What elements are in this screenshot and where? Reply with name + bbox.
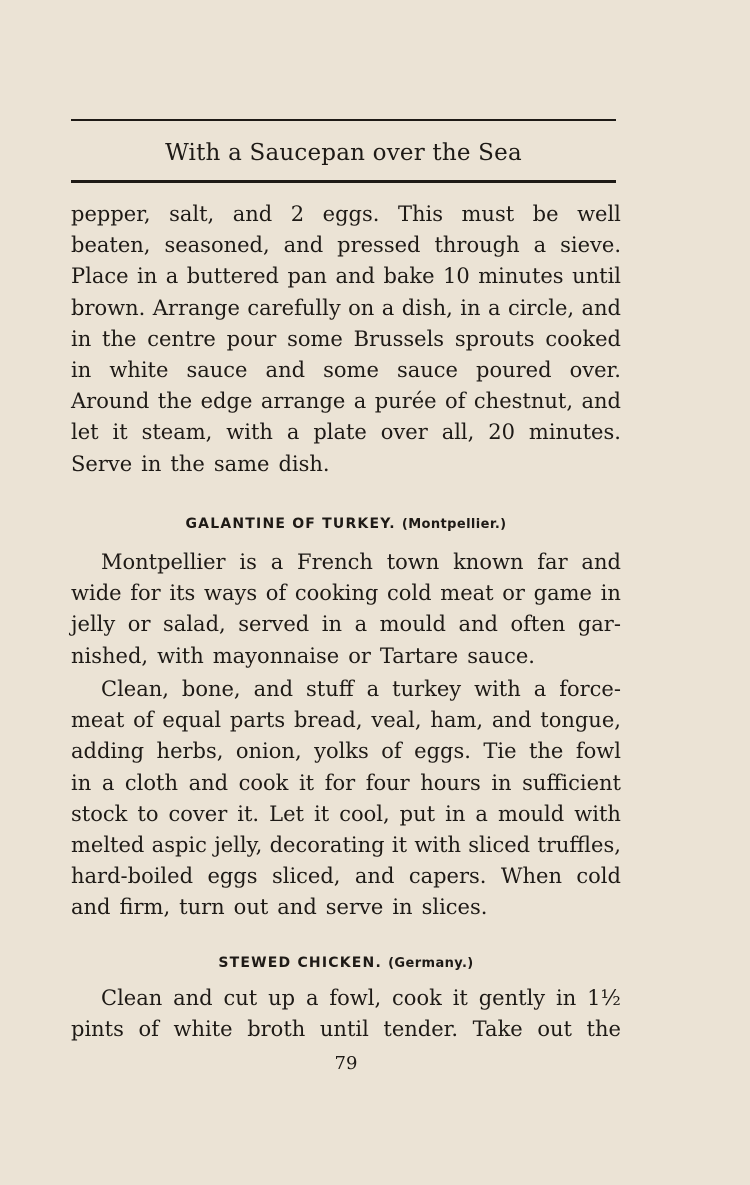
word: in xyxy=(491,770,512,795)
word: sprouts xyxy=(454,326,535,351)
text-line xyxy=(71,705,621,736)
word: far xyxy=(537,550,568,574)
word: fowl, xyxy=(329,986,382,1010)
word: it xyxy=(112,420,128,445)
word: mayonnaise xyxy=(212,643,340,668)
word: sauce xyxy=(186,358,248,383)
word: Clean, xyxy=(101,677,169,701)
word: in xyxy=(600,581,621,606)
word: with xyxy=(414,833,461,858)
word: Brussels xyxy=(353,326,445,351)
word: some xyxy=(323,358,379,383)
word: poured xyxy=(476,358,552,383)
word: over. xyxy=(569,358,621,383)
recipe-origin: (Montpellier.) xyxy=(401,517,507,532)
word: the xyxy=(102,326,137,351)
word: cloth xyxy=(124,770,178,795)
word: through xyxy=(434,233,520,258)
word: capers. xyxy=(408,864,487,889)
word: sieve. xyxy=(560,233,621,258)
text-line xyxy=(71,674,621,705)
word: cold xyxy=(576,864,621,889)
word: and xyxy=(581,550,621,574)
word: pepper, xyxy=(71,202,151,226)
word: pressed xyxy=(337,233,421,258)
word: bone, xyxy=(181,677,241,701)
word: white xyxy=(173,1017,233,1042)
word: a xyxy=(381,295,395,320)
word: it xyxy=(391,833,408,858)
word: and xyxy=(458,612,498,637)
word: buttered xyxy=(186,264,279,289)
word: its xyxy=(169,581,196,606)
word: a xyxy=(165,264,179,289)
text-line xyxy=(71,293,621,324)
word: hard-boiled xyxy=(71,864,194,889)
word: Tie xyxy=(483,739,517,764)
word: eggs. xyxy=(322,202,380,226)
word: eggs. xyxy=(414,739,471,764)
word: out xyxy=(233,895,269,920)
paragraph-stewed-chicken xyxy=(71,983,621,1045)
word: Arrange xyxy=(152,295,240,320)
word: and xyxy=(283,233,324,258)
word: cover xyxy=(168,801,228,826)
word: and xyxy=(335,264,375,289)
text-line xyxy=(71,799,621,830)
text-line xyxy=(71,547,621,578)
word: a xyxy=(487,295,501,320)
word: in xyxy=(445,801,466,826)
word: let xyxy=(71,420,99,445)
word: pour xyxy=(226,326,277,351)
word: for xyxy=(130,581,161,606)
word: Around xyxy=(71,389,150,414)
word: equal xyxy=(162,708,222,733)
word: and xyxy=(188,770,229,795)
word: until xyxy=(319,1017,369,1042)
word: melted xyxy=(71,833,145,858)
word: sliced, xyxy=(271,864,341,889)
word: serve xyxy=(325,895,384,920)
running-head: With a Saucepan over the Sea xyxy=(165,140,522,166)
word: or xyxy=(348,643,371,668)
word: it xyxy=(314,801,330,826)
word: put xyxy=(399,801,436,826)
word: or xyxy=(502,581,525,606)
word: brown. xyxy=(71,295,146,320)
word: Tartare xyxy=(379,643,459,668)
word: of xyxy=(133,708,154,733)
paragraph-montpellier xyxy=(71,547,621,672)
word: stuff xyxy=(306,677,354,701)
word: known xyxy=(453,550,524,574)
text-line xyxy=(71,199,621,230)
word: sauce. xyxy=(467,643,535,668)
word: tongue, xyxy=(540,708,621,733)
word: pan xyxy=(287,264,327,289)
text-line xyxy=(71,768,621,799)
word: onion, xyxy=(235,739,302,764)
word: bake xyxy=(383,264,435,289)
word: with xyxy=(157,643,204,668)
word: turkey xyxy=(392,677,462,701)
word: minutes. xyxy=(528,420,621,445)
text-line xyxy=(71,861,621,892)
word: in xyxy=(321,612,343,637)
word: it. xyxy=(237,801,260,826)
word: nished, xyxy=(71,643,149,668)
word: turn xyxy=(179,895,225,920)
word: the xyxy=(170,451,205,476)
word: in xyxy=(71,770,92,795)
word: Place xyxy=(71,264,129,289)
word: cooking xyxy=(294,581,379,606)
word: and xyxy=(265,358,306,383)
word: a xyxy=(354,612,368,637)
word: in xyxy=(460,295,481,320)
word: of xyxy=(138,1017,159,1042)
word: of xyxy=(265,581,287,606)
text-line xyxy=(71,1014,621,1045)
word: town xyxy=(386,550,440,574)
word: firm, xyxy=(119,895,171,920)
word: up xyxy=(268,986,296,1010)
word: until xyxy=(572,264,621,289)
word: to xyxy=(137,801,159,826)
word: gently xyxy=(478,986,546,1010)
word: on xyxy=(348,295,375,320)
word: a xyxy=(533,677,547,701)
word: Montpellier xyxy=(101,550,226,574)
word: a xyxy=(270,550,284,574)
word: white xyxy=(109,358,169,383)
word: sauce xyxy=(396,358,458,383)
word: be xyxy=(532,202,559,226)
word: carefully xyxy=(247,295,341,320)
word: plate xyxy=(313,420,367,445)
word: truffles, xyxy=(537,833,621,858)
word: dish. xyxy=(278,451,330,476)
word: salt, xyxy=(169,202,215,226)
word: served xyxy=(238,612,310,637)
word: tender. xyxy=(383,1017,459,1042)
word: ham, xyxy=(430,708,484,733)
text-line xyxy=(71,983,621,1014)
word: decorating xyxy=(269,833,385,858)
word: Take xyxy=(472,1017,523,1042)
word: parts xyxy=(229,708,286,733)
word: jelly, xyxy=(214,833,263,858)
paragraph-continued xyxy=(71,199,621,480)
word: and xyxy=(277,895,317,920)
text-line xyxy=(71,230,621,261)
word: and xyxy=(354,864,395,889)
word: ways xyxy=(203,581,258,606)
word: in xyxy=(141,451,162,476)
word: same xyxy=(213,451,270,476)
word: with xyxy=(474,677,521,701)
word: some xyxy=(287,326,343,351)
word: must xyxy=(461,202,515,226)
word: This xyxy=(397,202,443,226)
word: four xyxy=(365,770,410,795)
word: often xyxy=(510,612,566,637)
word: a xyxy=(286,420,300,445)
word: slices. xyxy=(421,895,488,920)
word: arrange xyxy=(260,389,346,414)
word: edge xyxy=(200,389,253,414)
word: a xyxy=(305,986,319,1010)
word: 20 xyxy=(488,420,515,445)
word: steam, xyxy=(141,420,213,445)
text-line xyxy=(71,449,621,480)
word: purée xyxy=(374,389,437,414)
word: gar- xyxy=(577,612,621,637)
word: cut xyxy=(223,986,258,1010)
word: in xyxy=(71,358,92,383)
text-line xyxy=(71,641,621,672)
word: cooked xyxy=(545,326,621,351)
word: circle, xyxy=(507,295,575,320)
word: dish, xyxy=(401,295,453,320)
word: a xyxy=(366,677,380,701)
word: it xyxy=(452,986,468,1010)
word: bread, xyxy=(293,708,363,733)
word: pints xyxy=(71,1017,124,1042)
word: beaten, xyxy=(71,233,151,258)
word: and xyxy=(253,677,294,701)
page-number: 79 xyxy=(334,1053,358,1074)
word: the xyxy=(157,389,193,414)
word: sufficient xyxy=(522,770,621,795)
word: hours xyxy=(420,770,481,795)
word: meat xyxy=(440,581,494,606)
word: When xyxy=(500,864,562,889)
word: Clean xyxy=(101,986,163,1010)
word: cold xyxy=(387,581,432,606)
word: or xyxy=(127,612,151,637)
word: meat xyxy=(71,708,125,733)
recipe-title: GALANTINE OF TURKEY. xyxy=(185,516,396,532)
word: of xyxy=(445,389,466,414)
word: of xyxy=(381,739,402,764)
header-rule-top xyxy=(71,119,616,121)
word: and xyxy=(581,295,621,320)
word: with xyxy=(226,420,273,445)
word: cool, xyxy=(339,801,390,826)
word: seasoned, xyxy=(164,233,270,258)
word: over xyxy=(380,420,428,445)
text-line xyxy=(71,355,621,386)
word: and xyxy=(491,708,532,733)
word: is xyxy=(239,550,257,574)
word: eggs xyxy=(207,864,258,889)
recipe-heading-galantine xyxy=(71,514,621,535)
text-line xyxy=(71,386,621,417)
recipe-origin: (Germany.) xyxy=(388,956,474,971)
word: centre xyxy=(147,326,216,351)
word: in xyxy=(137,264,158,289)
word: force- xyxy=(559,677,621,701)
word: out xyxy=(537,1017,572,1042)
word: mould xyxy=(497,801,565,826)
word: broth xyxy=(247,1017,306,1042)
word: and xyxy=(232,202,273,226)
word: and xyxy=(173,986,213,1010)
word: minutes xyxy=(478,264,564,289)
word: well xyxy=(577,202,621,226)
word: all, xyxy=(441,420,475,445)
word: 1½ xyxy=(587,986,621,1010)
word: stock xyxy=(71,801,128,826)
text-line xyxy=(71,417,621,448)
word: and xyxy=(581,389,621,414)
word: with xyxy=(574,801,621,826)
header-rule-bottom xyxy=(71,180,616,183)
word: for xyxy=(324,770,356,795)
text-line xyxy=(71,892,621,923)
text-line xyxy=(71,324,621,355)
word: Serve xyxy=(71,451,133,476)
word: 10 xyxy=(443,264,470,289)
word: chestnut, xyxy=(473,389,573,414)
word: adding xyxy=(71,739,145,764)
word: game xyxy=(533,581,592,606)
word: salad, xyxy=(163,612,226,637)
word: cook xyxy=(238,770,289,795)
word: yolks xyxy=(314,739,369,764)
word: sliced xyxy=(468,833,531,858)
word: 2 xyxy=(290,202,305,226)
text-line xyxy=(71,830,621,861)
text-line xyxy=(71,736,621,767)
word: a xyxy=(475,801,488,826)
word: veal, xyxy=(371,708,422,733)
word: in xyxy=(71,326,92,351)
recipe-title: STEWED CHICKEN. xyxy=(218,955,382,971)
word: herbs, xyxy=(156,739,224,764)
text-line xyxy=(71,578,621,609)
word: a xyxy=(353,389,367,414)
recipe-heading-stewed-chicken xyxy=(71,953,621,974)
word: French xyxy=(297,550,373,574)
word: mould xyxy=(379,612,446,637)
word: wide xyxy=(71,581,122,606)
word: jelly xyxy=(71,612,116,637)
word: aspic xyxy=(151,833,207,858)
word: a xyxy=(101,770,115,795)
word: fowl xyxy=(575,739,621,764)
word: in xyxy=(556,986,577,1010)
word: and xyxy=(71,895,111,920)
word: cook xyxy=(392,986,442,1010)
word: it xyxy=(298,770,315,795)
word: the xyxy=(586,1017,621,1042)
paragraph-galantine-method xyxy=(71,674,621,924)
word: Let xyxy=(269,801,304,826)
word: in xyxy=(392,895,413,920)
text-line xyxy=(71,609,621,640)
text-line xyxy=(71,261,621,292)
word: the xyxy=(528,739,564,764)
word: a xyxy=(533,233,547,258)
